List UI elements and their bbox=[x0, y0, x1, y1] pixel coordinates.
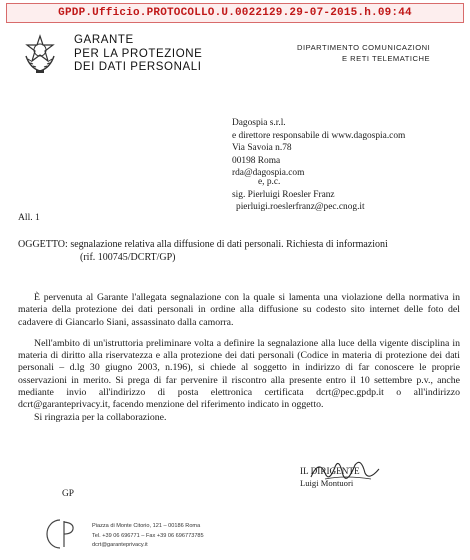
department-line: E RETI TELEMATICHE bbox=[342, 54, 431, 63]
signature-block bbox=[300, 465, 360, 489]
body-paragraph: È pervenuta al Garante l'allegata segnalazione con la quale si lamenta una violazione della normativa in materia della protezione dei dati personali in ordine alla diffusione su codesto sito internet delle foto del cadavere di Giancarlo Siani, assassinato dalla camorra. bbox=[18, 292, 460, 328]
sender-line: GARANTE bbox=[74, 34, 134, 46]
sender-line: PER LA PROTEZIONE bbox=[74, 47, 203, 60]
sender-organization bbox=[74, 34, 202, 75]
department-line: DIPARTIMENTO COMUNICAZIONI bbox=[297, 43, 431, 52]
subject-text: segnalazione relativa alla diffusione di dati personali. Richiesta di informazioni bbox=[70, 239, 388, 250]
author-initials: GP bbox=[62, 489, 74, 499]
body-paragraph: Si ringrazia per la collaborazione. bbox=[34, 411, 167, 423]
subject-reference: (rif. 100745/DCRT/GP) bbox=[80, 252, 176, 263]
recipient-line: 00198 Roma bbox=[232, 155, 281, 166]
footer-email: dcrt@garanteprivacy.it bbox=[92, 542, 148, 549]
italian-republic-emblem-icon bbox=[22, 34, 58, 74]
recipient-line: rda@dagospia.com bbox=[232, 168, 305, 179]
footer-contacts bbox=[92, 522, 204, 551]
gp-logo-icon bbox=[46, 517, 76, 551]
body-paragraph: Nell'ambito di un'istruttoria preliminare volta a definire la segnalazione alla luce della vigente disciplina in materia di diritto alla riservatezza e alla protezione dei dati personali (Codice in materia di protezione dei dati personali – d.lg 30 giugno 2003, n.196), si chiede al soggetto in indirizzo di far conoscere le proprie osservazioni in merito. Si prega di far pervenire il riscontro alla presente entro il 10 settembre p.v., anche mediante invio all'indirizzo di posta elettronica certificata dcrt@pec.gpdp.it o all'indirizzo dcrt@garanteprivacy.it, facendo menzione del riferimento indicato in oggetto. bbox=[18, 337, 460, 411]
cc-label: e, p.c. bbox=[258, 177, 281, 187]
footer-address: Piazza di Monte Citorio, 121 – 00186 Roma bbox=[92, 523, 201, 529]
letter-body bbox=[18, 292, 460, 424]
attachments-note: All. 1 bbox=[18, 212, 40, 223]
recipient-line: e direttore responsabile di www.dagospia.com bbox=[232, 130, 406, 141]
recipient-line: Dagospia s.r.l. bbox=[232, 118, 286, 128]
sender-line: DEI DATI PERSONALI bbox=[74, 61, 202, 73]
department-header bbox=[297, 42, 457, 64]
subject-line bbox=[18, 238, 458, 264]
signature-title: IL DIRIGENTE bbox=[300, 466, 360, 476]
protocol-stamp: GPDP.Ufficio.PROTOCOLLO.U.0022129.29-07-2015.h.09:44 bbox=[6, 3, 464, 23]
subject-label: OGGETTO: bbox=[18, 239, 68, 250]
recipient-line: Via Savoia n.78 bbox=[232, 143, 292, 154]
cc-email: pierluigi.roeslerfranz@pec.cnog.it bbox=[236, 202, 365, 213]
cc-address bbox=[232, 176, 365, 214]
footer-phone: Tel. +39 06 696771 – Fax +39 06 696773785 bbox=[92, 532, 204, 539]
recipient-address bbox=[232, 117, 405, 180]
cc-name: sig. Pierluigi Roesler Franz bbox=[232, 189, 335, 200]
signature-name: Luigi Montuori bbox=[300, 478, 354, 488]
